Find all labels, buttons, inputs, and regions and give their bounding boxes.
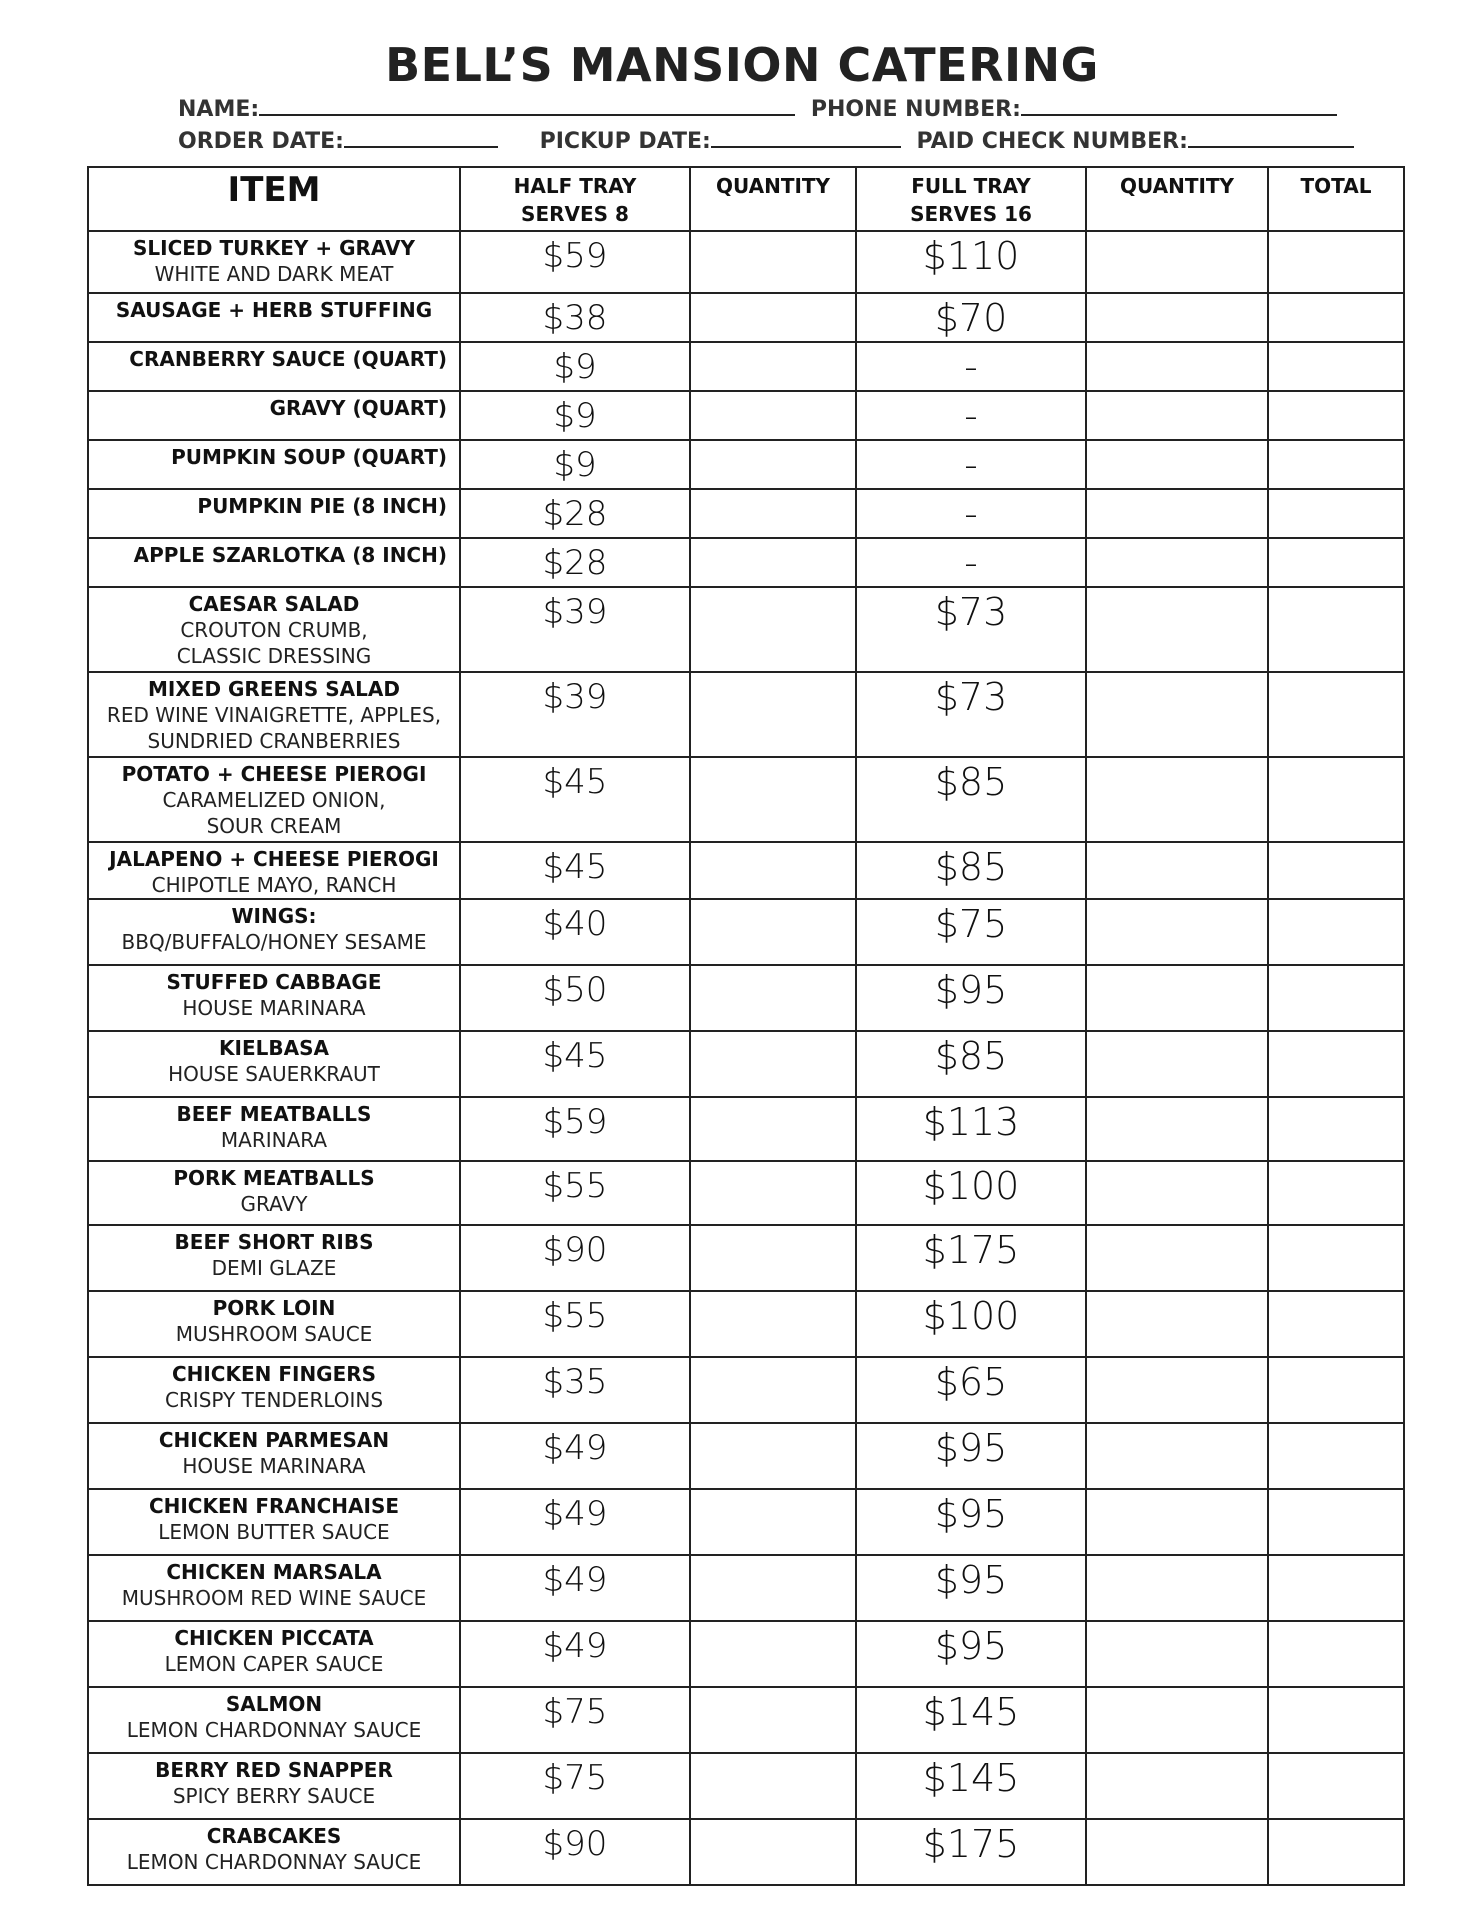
- item-cell: [88, 1423, 460, 1489]
- full-tray-price: -: [856, 440, 1086, 489]
- col-quantity-half-header: QUANTITY: [690, 167, 856, 231]
- table-row: [88, 1819, 1404, 1885]
- item-name: GRAVY (QUART): [269, 396, 447, 420]
- item-cell: [88, 1489, 460, 1555]
- full-tray-price: -: [856, 538, 1086, 587]
- table-row: [88, 965, 1404, 1031]
- half-tray-quantity-cell[interactable]: [690, 842, 856, 899]
- half-tray-quantity-cell[interactable]: [690, 1687, 856, 1753]
- half-tray-quantity-cell[interactable]: [690, 342, 856, 391]
- col-total-header: TOTAL: [1268, 167, 1404, 231]
- item-description: CROUTON CRUMB,: [180, 618, 368, 642]
- full-tray-price: -: [856, 391, 1086, 440]
- item-cell: [88, 587, 460, 672]
- half-tray-quantity-cell[interactable]: [690, 1031, 856, 1097]
- full-tray-price: $85: [856, 757, 1086, 842]
- total-cell[interactable]: [1268, 1291, 1404, 1357]
- item-name: CHICKEN MARSALA: [166, 1560, 382, 1584]
- half-tray-price: $39: [460, 672, 690, 757]
- full-tray-price: $95: [856, 1489, 1086, 1555]
- total-cell[interactable]: [1268, 1489, 1404, 1555]
- item-name: BEEF SHORT RIBS: [174, 1230, 374, 1254]
- full-tray-price: $95: [856, 1555, 1086, 1621]
- item-description: DEMI GLAZE: [211, 1256, 337, 1280]
- full-tray-price: $95: [856, 1621, 1086, 1687]
- order-table: [87, 166, 1405, 1886]
- full-tray-price: $175: [856, 1225, 1086, 1291]
- item-description: MUSHROOM SAUCE: [175, 1322, 373, 1346]
- page-title: BELL’S MANSION CATERING: [385, 38, 1099, 92]
- item-description: WHITE AND DARK MEAT: [154, 262, 394, 286]
- item-name: CHICKEN FINGERS: [171, 1362, 377, 1386]
- full-tray-quantity-cell[interactable]: [1086, 1357, 1268, 1423]
- total-cell[interactable]: [1268, 672, 1404, 757]
- half-tray-quantity-cell[interactable]: [690, 391, 856, 440]
- half-tray-price: $75: [460, 1687, 690, 1753]
- full-tray-quantity-cell[interactable]: [1086, 1753, 1268, 1819]
- item-name: SALMON: [225, 1692, 323, 1716]
- half-tray-price: $90: [460, 1225, 690, 1291]
- total-cell[interactable]: [1268, 440, 1404, 489]
- full-tray-price: $145: [856, 1687, 1086, 1753]
- item-description: SPICY BERRY SAUCE: [172, 1784, 376, 1808]
- half-tray-price: $45: [460, 842, 690, 899]
- full-tray-quantity-cell[interactable]: [1086, 1161, 1268, 1225]
- phone-label: PHONE NUMBER:: [810, 97, 1021, 122]
- full-tray-price: $73: [856, 672, 1086, 757]
- total-cell[interactable]: [1268, 1555, 1404, 1621]
- item-cell: [88, 1555, 460, 1621]
- table-row: [88, 1489, 1404, 1555]
- half-tray-quantity-cell[interactable]: [690, 293, 856, 342]
- full-tray-price: $175: [856, 1819, 1086, 1885]
- half-tray-quantity-cell[interactable]: [690, 1489, 856, 1555]
- half-tray-quantity-cell[interactable]: [690, 1753, 856, 1819]
- item-name: CHICKEN FRANCHAISE: [148, 1494, 400, 1518]
- total-cell[interactable]: [1268, 1097, 1404, 1161]
- half-tray-price: $90: [460, 1819, 690, 1885]
- item-name: JALAPENO + CHEESE PIEROGI: [109, 847, 439, 871]
- header-line-2: [178, 126, 1354, 154]
- item-cell: [88, 342, 460, 391]
- item-name: BEEF MEATBALLS: [176, 1102, 372, 1126]
- item-name: PUMPKIN PIE (8 INCH): [197, 494, 447, 518]
- half-tray-price: $9: [460, 440, 690, 489]
- half-tray-quantity-cell[interactable]: [690, 1423, 856, 1489]
- half-tray-price: $49: [460, 1489, 690, 1555]
- half-tray-price: $38: [460, 293, 690, 342]
- item-cell: [88, 231, 460, 293]
- full-tray-quantity-cell[interactable]: [1086, 1819, 1268, 1885]
- total-cell[interactable]: [1268, 489, 1404, 538]
- full-tray-quantity-cell[interactable]: [1086, 489, 1268, 538]
- full-tray-quantity-cell[interactable]: [1086, 293, 1268, 342]
- half-tray-price: $49: [460, 1423, 690, 1489]
- item-cell: [88, 1687, 460, 1753]
- item-description: MUSHROOM RED WINE SAUCE: [121, 1586, 427, 1610]
- full-tray-quantity-cell[interactable]: [1086, 842, 1268, 899]
- total-cell[interactable]: [1268, 1031, 1404, 1097]
- full-tray-quantity-cell[interactable]: [1086, 899, 1268, 965]
- table-row: [88, 1097, 1404, 1161]
- total-cell[interactable]: [1268, 1819, 1404, 1885]
- table-row: [88, 1687, 1404, 1753]
- phone-field[interactable]: [1021, 94, 1337, 116]
- half-tray-quantity-cell[interactable]: [690, 1621, 856, 1687]
- table-row: [88, 391, 1404, 440]
- item-name: MIXED GREENS SALAD: [148, 677, 400, 701]
- item-name: CAESAR SALAD: [188, 592, 360, 616]
- full-tray-price: $113: [856, 1097, 1086, 1161]
- half-tray-quantity-cell[interactable]: [690, 440, 856, 489]
- full-tray-quantity-cell[interactable]: [1086, 1423, 1268, 1489]
- table-row: [88, 587, 1404, 672]
- item-description-line2: CLASSIC DRESSING: [176, 644, 372, 668]
- total-cell[interactable]: [1268, 1357, 1404, 1423]
- half-tray-quantity-cell[interactable]: [690, 1819, 856, 1885]
- item-description: HOUSE MARINARA: [182, 1454, 366, 1478]
- header-line-1: [178, 94, 1337, 122]
- item-name: APPLE SZARLOTKA (8 INCH): [133, 543, 447, 567]
- total-cell[interactable]: [1268, 391, 1404, 440]
- item-description: HOUSE MARINARA: [182, 996, 366, 1020]
- full-tray-quantity-cell[interactable]: [1086, 965, 1268, 1031]
- item-name: STUFFED CABBAGE: [166, 970, 382, 994]
- item-cell: [88, 899, 460, 965]
- half-tray-quantity-cell[interactable]: [690, 1357, 856, 1423]
- full-tray-label: FULL TRAY: [911, 174, 1031, 198]
- full-tray-price: $145: [856, 1753, 1086, 1819]
- item-description-line2: SUNDRIED CRANBERRIES: [147, 729, 401, 753]
- full-tray-price: $70: [856, 293, 1086, 342]
- item-name: PORK MEATBALLS: [173, 1166, 375, 1190]
- full-tray-price: $100: [856, 1161, 1086, 1225]
- table-row: [88, 538, 1404, 587]
- table-row: [88, 842, 1404, 899]
- full-tray-quantity-cell[interactable]: [1086, 342, 1268, 391]
- item-name: POTATO + CHEESE PIEROGI: [121, 762, 427, 786]
- half-tray-quantity-cell[interactable]: [690, 538, 856, 587]
- total-cell[interactable]: [1268, 342, 1404, 391]
- full-tray-quantity-cell[interactable]: [1086, 672, 1268, 757]
- full-tray-quantity-cell[interactable]: [1086, 1489, 1268, 1555]
- half-tray-price: $45: [460, 757, 690, 842]
- item-description: GRAVY: [240, 1192, 308, 1216]
- full-tray-price: $65: [856, 1357, 1086, 1423]
- half-tray-quantity-cell[interactable]: [690, 757, 856, 842]
- half-tray-quantity-cell[interactable]: [690, 1161, 856, 1225]
- item-description: CHIPOTLE MAYO, RANCH: [151, 873, 397, 897]
- order-date-label: ORDER DATE:: [178, 129, 344, 154]
- full-tray-price: $95: [856, 965, 1086, 1031]
- table-row: [88, 899, 1404, 965]
- full-tray-quantity-cell[interactable]: [1086, 1097, 1268, 1161]
- total-cell[interactable]: [1268, 1621, 1404, 1687]
- full-tray-quantity-cell[interactable]: [1086, 757, 1268, 842]
- item-description: CARAMELIZED ONION,: [162, 788, 386, 812]
- total-cell[interactable]: [1268, 899, 1404, 965]
- table-row: [88, 757, 1404, 842]
- total-cell[interactable]: [1268, 587, 1404, 672]
- total-cell[interactable]: [1268, 538, 1404, 587]
- full-tray-quantity-cell[interactable]: [1086, 391, 1268, 440]
- table-row: [88, 293, 1404, 342]
- item-cell: [88, 489, 460, 538]
- pickup-date-label: PICKUP DATE:: [539, 129, 711, 154]
- full-tray-price: $73: [856, 587, 1086, 672]
- full-tray-price: $75: [856, 899, 1086, 965]
- item-name: WINGS:: [231, 904, 317, 928]
- half-tray-quantity-cell[interactable]: [690, 1097, 856, 1161]
- paid-check-label: PAID CHECK NUMBER:: [916, 129, 1188, 154]
- item-name: SAUSAGE + HERB STUFFING: [115, 298, 433, 322]
- full-tray-price: -: [856, 342, 1086, 391]
- full-tray-price: $95: [856, 1423, 1086, 1489]
- item-cell: [88, 391, 460, 440]
- half-tray-price: $40: [460, 899, 690, 965]
- item-cell: [88, 1225, 460, 1291]
- item-description: CRISPY TENDERLOINS: [164, 1388, 384, 1412]
- item-description: MARINARA: [220, 1128, 328, 1152]
- half-tray-price: $75: [460, 1753, 690, 1819]
- total-cell[interactable]: [1268, 231, 1404, 293]
- half-tray-price: $50: [460, 965, 690, 1031]
- item-description: BBQ/BUFFALO/HONEY SESAME: [121, 930, 427, 954]
- item-cell: [88, 1161, 460, 1225]
- item-cell: [88, 1621, 460, 1687]
- table-row: [88, 342, 1404, 391]
- total-cell[interactable]: [1268, 1687, 1404, 1753]
- half-tray-price: $9: [460, 391, 690, 440]
- total-cell[interactable]: [1268, 1423, 1404, 1489]
- half-tray-price: $28: [460, 489, 690, 538]
- half-tray-quantity-cell[interactable]: [690, 899, 856, 965]
- item-cell: [88, 672, 460, 757]
- item-description: RED WINE VINAIGRETTE, APPLES,: [106, 703, 442, 727]
- full-tray-quantity-cell[interactable]: [1086, 587, 1268, 672]
- half-tray-serves: SERVES 8: [521, 202, 629, 226]
- half-tray-quantity-cell[interactable]: [690, 489, 856, 538]
- full-tray-price: $100: [856, 1291, 1086, 1357]
- half-tray-price: $39: [460, 587, 690, 672]
- table-row: [88, 1555, 1404, 1621]
- pickup-date-field[interactable]: [711, 126, 901, 148]
- item-cell: [88, 440, 460, 489]
- half-tray-price: $49: [460, 1621, 690, 1687]
- item-name: CHICKEN PICCATA: [174, 1626, 374, 1650]
- full-tray-quantity-cell[interactable]: [1086, 1225, 1268, 1291]
- col-half-tray-header: [460, 167, 690, 231]
- full-tray-quantity-cell[interactable]: [1086, 1621, 1268, 1687]
- half-tray-quantity-cell[interactable]: [690, 965, 856, 1031]
- half-tray-quantity-cell[interactable]: [690, 672, 856, 757]
- table-row: [88, 1621, 1404, 1687]
- total-cell[interactable]: [1268, 965, 1404, 1031]
- item-cell: [88, 965, 460, 1031]
- table-row: [88, 231, 1404, 293]
- full-tray-price: $110: [856, 231, 1086, 293]
- table-row: [88, 440, 1404, 489]
- item-name: CRANBERRY SAUCE (QUART): [129, 347, 447, 371]
- item-cell: [88, 1031, 460, 1097]
- item-name: PUMPKIN SOUP (QUART): [171, 445, 447, 469]
- item-cell: [88, 1357, 460, 1423]
- table-header-row: [88, 167, 1404, 231]
- half-tray-price: $49: [460, 1555, 690, 1621]
- total-cell[interactable]: [1268, 842, 1404, 899]
- full-tray-price: $85: [856, 1031, 1086, 1097]
- item-description: HOUSE SAUERKRAUT: [168, 1062, 380, 1086]
- order-date-field[interactable]: [344, 126, 498, 148]
- full-tray-quantity-cell[interactable]: [1086, 1687, 1268, 1753]
- half-tray-quantity-cell[interactable]: [690, 1225, 856, 1291]
- half-tray-price: $28: [460, 538, 690, 587]
- full-tray-quantity-cell[interactable]: [1086, 1031, 1268, 1097]
- half-tray-quantity-cell[interactable]: [690, 1291, 856, 1357]
- half-tray-price: $9: [460, 342, 690, 391]
- total-cell[interactable]: [1268, 1225, 1404, 1291]
- full-tray-quantity-cell[interactable]: [1086, 538, 1268, 587]
- item-cell: [88, 1097, 460, 1161]
- item-cell: [88, 757, 460, 842]
- item-name: SLICED TURKEY + GRAVY: [132, 236, 415, 260]
- full-tray-price: -: [856, 489, 1086, 538]
- item-description: LEMON CAPER SAUCE: [164, 1652, 384, 1676]
- table-row: [88, 1291, 1404, 1357]
- item-name: BERRY RED SNAPPER: [155, 1758, 393, 1782]
- item-cell: [88, 1291, 460, 1357]
- item-cell: [88, 1819, 460, 1885]
- name-label: NAME:: [178, 97, 260, 122]
- half-tray-price: $59: [460, 231, 690, 293]
- item-cell: [88, 538, 460, 587]
- total-cell[interactable]: [1268, 757, 1404, 842]
- item-name: KIELBASA: [219, 1036, 329, 1060]
- item-description: LEMON BUTTER SAUCE: [158, 1520, 390, 1544]
- table-row: [88, 1357, 1404, 1423]
- full-tray-serves: SERVES 16: [910, 202, 1032, 226]
- table-row: [88, 1161, 1404, 1225]
- item-description: LEMON CHARDONNAY SAUCE: [126, 1718, 422, 1742]
- item-description: LEMON CHARDONNAY SAUCE: [126, 1850, 422, 1874]
- table-row: [88, 1423, 1404, 1489]
- full-tray-quantity-cell[interactable]: [1086, 1291, 1268, 1357]
- table-row: [88, 1031, 1404, 1097]
- full-tray-quantity-cell[interactable]: [1086, 1555, 1268, 1621]
- half-tray-price: $59: [460, 1097, 690, 1161]
- half-tray-label: HALF TRAY: [513, 174, 637, 198]
- item-name: CHICKEN PARMESAN: [158, 1428, 390, 1452]
- paid-check-field[interactable]: [1188, 126, 1354, 148]
- item-cell: [88, 842, 460, 899]
- col-full-tray-header: [856, 167, 1086, 231]
- total-cell[interactable]: [1268, 1753, 1404, 1819]
- total-cell[interactable]: [1268, 293, 1404, 342]
- item-cell: [88, 1753, 460, 1819]
- col-quantity-full-header: QUANTITY: [1086, 167, 1268, 231]
- item-cell: [88, 293, 460, 342]
- item-name: PORK LOIN: [212, 1296, 336, 1320]
- item-name: CRABCAKES: [206, 1824, 342, 1848]
- total-cell[interactable]: [1268, 1161, 1404, 1225]
- full-tray-quantity-cell[interactable]: [1086, 231, 1268, 293]
- full-tray-price: $85: [856, 842, 1086, 899]
- half-tray-price: $45: [460, 1031, 690, 1097]
- col-item-header: ITEM: [88, 167, 460, 231]
- table-row: [88, 672, 1404, 757]
- item-description-line2: SOUR CREAM: [206, 814, 342, 838]
- half-tray-quantity-cell[interactable]: [690, 587, 856, 672]
- name-field[interactable]: [259, 94, 795, 116]
- half-tray-price: $55: [460, 1291, 690, 1357]
- half-tray-price: $35: [460, 1357, 690, 1423]
- table-row: [88, 489, 1404, 538]
- table-row: [88, 1225, 1404, 1291]
- half-tray-price: $55: [460, 1161, 690, 1225]
- half-tray-quantity-cell[interactable]: [690, 231, 856, 293]
- half-tray-quantity-cell[interactable]: [690, 1555, 856, 1621]
- table-row: [88, 1753, 1404, 1819]
- full-tray-quantity-cell[interactable]: [1086, 440, 1268, 489]
